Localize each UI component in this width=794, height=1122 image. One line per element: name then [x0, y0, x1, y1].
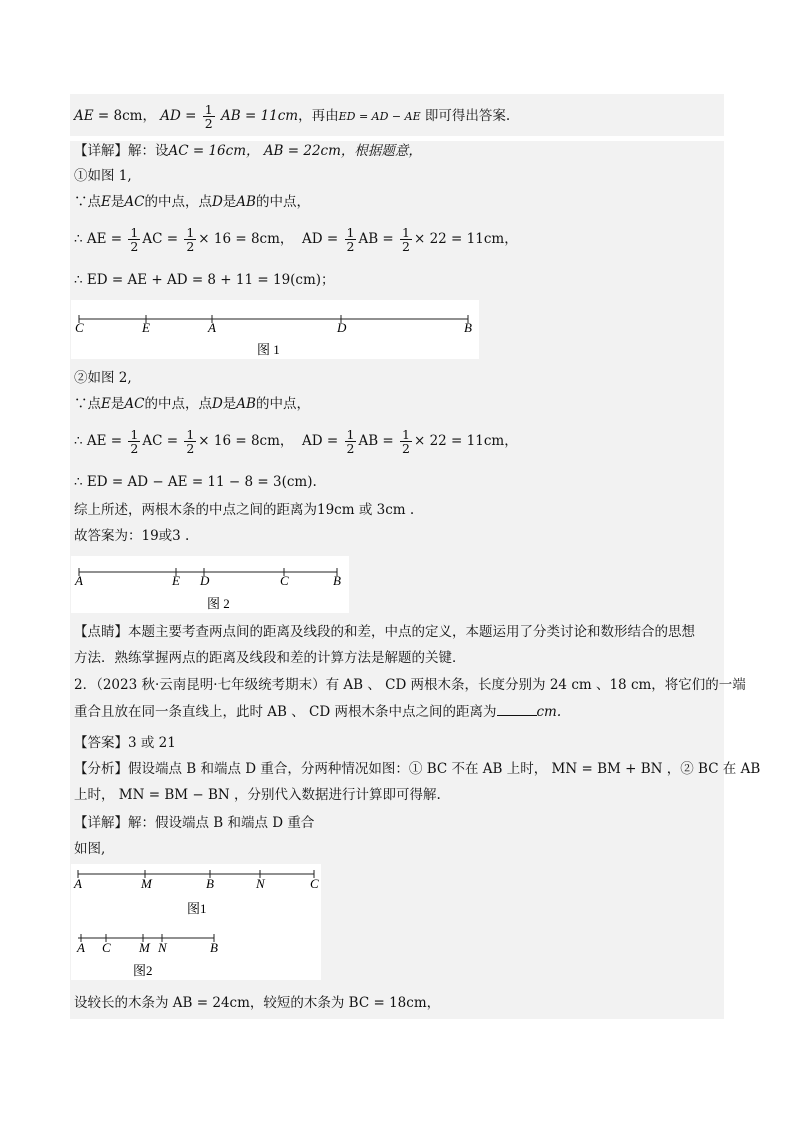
case2-eq1: ∴ AE = $\frac{1}{2}$ AC = $\frac{1}{2}$ × 16 = 8cm， AD = $\frac{1}{2}$ AB = $\frac{1}{2}$ × 22 = 11cm， [74, 427, 518, 456]
fig2-label-c: C [280, 573, 289, 588]
fig2-label-b: B [333, 573, 341, 588]
fraction-half: $\frac{1}{2}$ [402, 427, 410, 456]
fig2-caption: 图 2 [207, 596, 230, 611]
figA-label-m: M [141, 876, 152, 891]
problem2-analysis-l1: 【分析】假设端点 B 和端点 D 重合，分两种情况如图：① BC 不在 AB 上时， MN = BM + BN ，② BC 在 AB [74, 761, 761, 777]
case2-because: ∵点E是AC的中点，点D是AB的中点， [74, 396, 310, 412]
figure-2-svg [71, 556, 349, 613]
problem2-answer: 【答案】3 或 21 [74, 735, 176, 751]
dianjing-l1: 【点睛】本题主要考查两点间的距离及线段的和差，中点的定义，本题运用了分类讨论和数形结合的思想 [74, 624, 695, 640]
fraction-half: $\frac{1}{2}$ [346, 427, 355, 456]
fig2-label-e: E [172, 573, 180, 588]
summary: 综上所述，两根木条的中点之间的距离为19cm 或 3cm . [74, 502, 415, 518]
dianjing-l2: 方法．熟练掌握两点的距离及线段和差的计算方法是解题的关键． [74, 650, 466, 666]
case2-title: ②如图 2, [74, 370, 132, 386]
answer-blank [497, 703, 537, 716]
figA-caption: 图1 [187, 901, 207, 916]
problem2-l1: 2．（2023 秋·云南昆明·七年级统考期末）有 AB 、 CD 两根木条，长度分别为 24 cm 、18 cm，将它们的一端 [74, 677, 746, 693]
fraction-half: $\frac{1}{2}$ [186, 225, 195, 254]
problem2-analysis-l2: 上时， MN = BM − BN ，分别代入数据进行计算即可得解. [74, 787, 441, 803]
case1-eq1: ∴ AE = $\frac{1}{2}$ AC = $\frac{1}{2}$ × 16 = 8cm， AD = $\frac{1}{2}$ AB = $\frac{1}{2}$ × 22 = 11cm， [74, 225, 518, 254]
figure-3 [71, 864, 321, 980]
case1-eq2: ∴ ED = AE + AD = 8 + 11 = 19(cm)； [74, 272, 335, 288]
figB-caption: 图2 [133, 963, 153, 978]
figA-label-n: N [256, 876, 265, 891]
case1-title: ①如图 1, [74, 168, 132, 184]
figB-label-b: B [210, 940, 218, 955]
fig1-label-a: A [208, 320, 216, 335]
figure-2 [71, 556, 349, 613]
figA-label-b: B [206, 876, 214, 891]
fig1-label-b: B [464, 320, 472, 335]
fraction-half: $\frac{1}{2}$ [130, 225, 139, 254]
fraction-half: $\frac{1}{2}$ [204, 102, 213, 131]
case1-because: ∵点E是AC的中点，点D是AB的中点， [74, 194, 310, 210]
figure-1 [71, 300, 479, 359]
fraction-half: $\frac{1}{2}$ [130, 427, 139, 456]
fraction-half: $\frac{1}{2}$ [186, 427, 195, 456]
figB-label-a: A [77, 940, 85, 955]
problem2-l2: 重合且放在同一条直线上，此时 AB 、 CD 两根木条中点之间的距离为 cm. [74, 704, 562, 720]
problem2-rutu: 如图, [74, 841, 106, 857]
fig1-label-c: C [75, 320, 84, 335]
figB-label-n: N [158, 940, 167, 955]
figB-label-m: M [139, 940, 150, 955]
case2-eq2: ∴ ED = AD − AE = 11 − 8 = 3(cm). [74, 474, 317, 490]
answer-line: 故答案为：19或3 . [74, 528, 190, 544]
fig2-label-d: D [200, 573, 210, 588]
figA-label-c: C [310, 876, 319, 891]
figB-label-c: C [102, 940, 111, 955]
detail-line: 【详解】解：设AC = 16cm， AB = 22cm，根据题意， [74, 143, 422, 159]
fraction-half: $\frac{1}{2}$ [346, 225, 355, 254]
problem2-detail: 【详解】解：假设端点 B 和端点 D 重合 [74, 815, 315, 831]
fig1-label-d: D [337, 320, 347, 335]
fig1-caption: 图 1 [257, 342, 280, 357]
problem2-last: 设较长的木条为 AB = 24cm，较短的木条为 BC = 18cm， [74, 995, 441, 1011]
fig1-label-e: E [142, 320, 150, 335]
intro-line: AE = 8cm， AD = $\frac{1}{2}$ AB = 11cm，再由ED = AD − AE 即可得出答案. [74, 102, 511, 131]
fraction-half: $\frac{1}{2}$ [402, 225, 410, 254]
figure-3-svg [71, 864, 321, 980]
figure-1-svg [71, 300, 479, 359]
figA-label-a: A [74, 876, 82, 891]
fig2-label-a: A [75, 573, 83, 588]
